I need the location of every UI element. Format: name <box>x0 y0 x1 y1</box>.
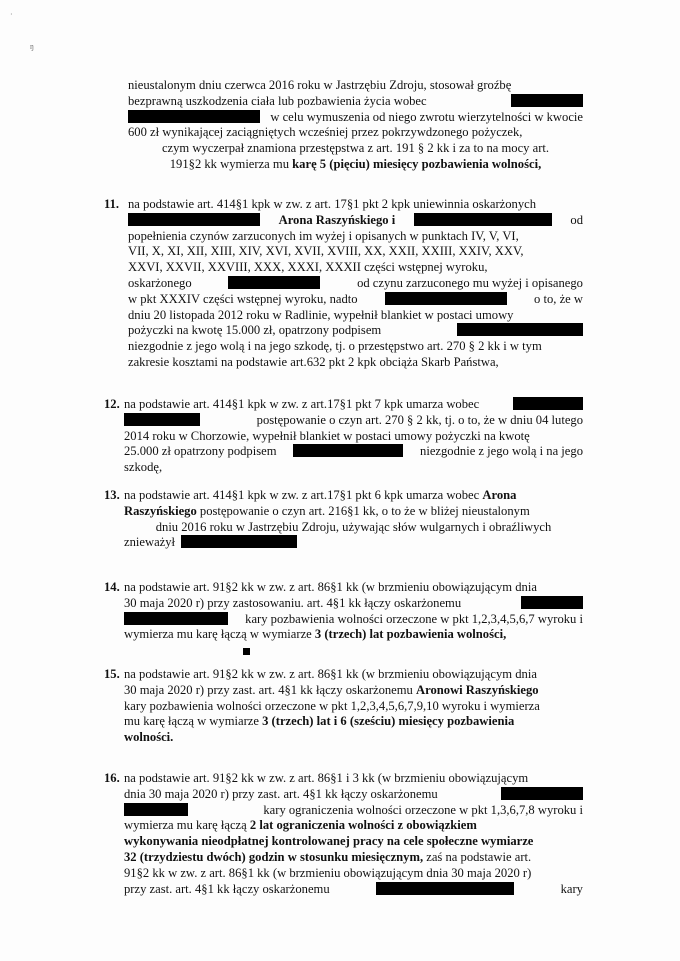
p14-line: wymierza mu karę łączą w wymiarze <box>124 627 315 642</box>
redaction-bar <box>376 882 514 895</box>
p15-line: na podstawie art. 91§2 kk w zw. z art. 86§1 kk (w brzmieniu obowiązującym dnia <box>124 667 537 681</box>
point-13-paragraph <box>124 488 583 551</box>
redaction-bar <box>414 213 552 226</box>
p11-line: w pkt XXXIV części wstępnej wyroku, nadto <box>128 291 358 306</box>
intro-line: w celu wymuszenia od niego zwrotu wierzytelności w kwocie <box>270 109 583 124</box>
point-number-11: 11. <box>104 197 120 211</box>
p11-line: od czynu zarzuconego mu wyżej i opisanego <box>357 275 583 290</box>
defendant-name: Aronowi Raszyńskiego <box>416 682 539 697</box>
p11-line: dniu 20 listopada 2012 roku w Radlinie, wypełnił blankiet w postaci umowy <box>128 307 514 322</box>
redaction-bar <box>293 444 403 457</box>
redaction-bar <box>511 94 583 107</box>
p16-line: dnia 30 maja 2020 r) przy zast. art. 4§1 kk łączy oskarżonemu <box>124 786 438 801</box>
p11-line: XXVI, XXVII, XXVIII, XXX, XXXI, XXXII części wstępnej wyroku, <box>128 260 488 275</box>
penalty-text: wykonywania nieodpłatnej kontrolowanej pracy na cele społeczne wymiarze <box>124 834 534 849</box>
p11-line: na podstawie art. 414§1 kpk w zw. z art. 17§1 pkt 2 kpk uniewinnia oskarżonych <box>128 197 537 211</box>
redaction-bar <box>228 276 320 289</box>
p11-line: popełnienia czynów zarzuconych im wyżej i opisanych w punktach IV, V, VI, <box>128 228 519 243</box>
p12-line: szkodę, <box>124 460 163 475</box>
point-number-13: 13. <box>104 488 120 502</box>
defendant-name: Arona <box>482 488 517 502</box>
p13-line: znieważył <box>124 535 176 550</box>
point-16-paragraph <box>124 771 583 897</box>
p13-line: postępowanie o czyn art. 216§1 kk, o to że w bliżej nieustalonym <box>196 503 530 518</box>
p11-line: oskarżonego <box>128 275 192 290</box>
p16-line: zaś na podstawie art. <box>423 849 532 864</box>
redaction-bar <box>513 397 583 410</box>
p12-line: 25.000 zł opatrzony podpisem <box>124 444 277 459</box>
p16-line: kary <box>560 881 583 896</box>
redaction-bar <box>457 323 583 336</box>
p11-line: pożyczki na kwotę 15.000 zł, opatrzony podpisem <box>128 323 382 338</box>
point-12-paragraph <box>124 397 583 476</box>
point-number-14: 14. <box>104 580 120 594</box>
p11-line: o to, że w <box>534 291 583 306</box>
intro-line: 600 zł wynikającej zaciągniętych wcześniej przez pokrzywdzonego pożyczek, <box>128 125 523 140</box>
p11-line: VII, X, XI, XII, XIII, XIV, XVI, XVII, XVIII, XX, XXII, XXIII, XXIV, XXV, <box>128 244 524 259</box>
p11-line: od <box>570 212 583 227</box>
point-number-12: 12. <box>104 397 120 411</box>
intro-line: nieustalonym dniu czerwca 2016 roku w Jastrzębiu Zdroju, stosował groźbę <box>128 78 512 92</box>
p16-line: przy zast. art. 4§1 kk łączy oskarżonemu <box>124 881 330 896</box>
p13-line: na podstawie art. 414§1 kpk w zw. z art.17§1 pkt 6 kpk umarza wobec <box>124 488 483 502</box>
p14-line: kary pozbawienia wolności orzeczone w pkt 1,2,3,4,5,6,7 wyroku i <box>245 611 583 626</box>
defendant-name: Arona Raszyńskiego i <box>278 212 396 227</box>
p15-line: mu karę łączą w wymiarze <box>124 714 263 729</box>
redaction-bar <box>124 413 200 426</box>
redaction-bar <box>128 213 260 226</box>
p12-line: 2014 roku w Chorzowie, wypełnił blankiet w postaci umowy pożyczki na kwotę <box>124 428 530 443</box>
redaction-bar <box>501 787 583 800</box>
stray-mark <box>243 648 250 655</box>
p12-line: niezgodnie z jego wolą i na jego <box>420 444 583 459</box>
point-number-16: 16. <box>104 771 120 785</box>
p16-line: na podstawie art. 91§2 kk w zw. z art. 86§1 i 3 kk (w brzmieniu obowiązującym <box>124 771 529 785</box>
defendant-name: Raszyńskiego <box>124 503 197 518</box>
p11-line: niezgodnie z jego wolą i na jego szkodę, tj. o przestępstwo art. 270 § 2 kk i w tym <box>128 339 542 354</box>
intro-paragraph <box>128 78 583 173</box>
point-15-paragraph <box>124 667 583 746</box>
margin-mark-top: · <box>10 10 13 19</box>
p14-line: 30 maja 2020 r) przy zastosowaniu. art. 4§1 kk łączy oskarżonemu <box>124 595 462 610</box>
p15-line: kary pozbawienia wolności orzeczone w pkt 1,2,3,4,5,6,7,9,10 wyroku i wymierza <box>124 698 540 713</box>
intro-line: czym wyczerpał znamiona przestępstwa z art. 191 § 2 kk i za to na mocy art. <box>161 141 550 156</box>
p16-line: wymierza mu karę łączą <box>124 818 250 833</box>
point-14-paragraph <box>124 580 583 643</box>
redaction-bar <box>521 596 583 609</box>
point-11-paragraph <box>128 197 583 371</box>
penalty-text: wolności. <box>124 730 174 745</box>
redaction-bar <box>124 803 188 816</box>
margin-mark-left: ŋ <box>30 42 34 51</box>
penalty-text: 32 (trzydziestu dwóch) godzin w stosunku miesięcznym, <box>124 849 424 864</box>
p11-line: zakresie kosztami na podstawie art.632 pkt 2 kpk obciąża Skarb Państwa, <box>128 354 499 369</box>
redaction-bar <box>128 110 260 123</box>
intro-line: 191§2 kk wymierza mu <box>169 156 293 171</box>
redaction-bar <box>181 535 297 548</box>
p12-line: postępowanie o czyn art. 270 § 2 kk, tj. o to, że w dniu 04 lutego <box>256 412 583 427</box>
p16-line: kary ograniczenia wolności orzeczone w pkt 1,3,6,7,8 wyroku i <box>263 802 583 817</box>
redaction-bar <box>385 292 507 305</box>
penalty-text: karę 5 (pięciu) miesięcy pozbawienia wolności, <box>292 156 542 171</box>
penalty-text: 3 (trzech) lat i 6 (sześciu) miesięcy pozbawienia <box>262 714 515 729</box>
penalty-text: 2 lat ograniczenia wolności z obowiązkiem <box>249 818 477 833</box>
intro-line: bezprawną uszkodzenia ciała lub pozbawienia życia wobec <box>128 93 427 108</box>
penalty-text: 3 (trzech) lat pozbawienia wolności, <box>314 627 507 642</box>
p12-line: na podstawie art. 414§1 kpk w zw. z art.17§1 pkt 7 kpk umarza wobec <box>124 397 480 411</box>
p16-line: 91§2 kk w zw. z art. 86§1 kk (w brzmieniu obowiązującym dnia 30 maja 2020 r) <box>124 865 532 880</box>
p14-line: na podstawie art. 91§2 kk w zw. z art. 86§1 kk (w brzmieniu obowiązującym dnia <box>124 580 537 594</box>
p13-line: dniu 2016 roku w Jastrzębiu Zdroju, używając słów wulgarnych i obraźliwych <box>155 519 552 534</box>
p15-line: 30 maja 2020 r) przy zast. art. 4§1 kk łączy oskarżonemu <box>124 682 417 697</box>
point-number-15: 15. <box>104 667 120 681</box>
redaction-bar <box>124 612 228 625</box>
